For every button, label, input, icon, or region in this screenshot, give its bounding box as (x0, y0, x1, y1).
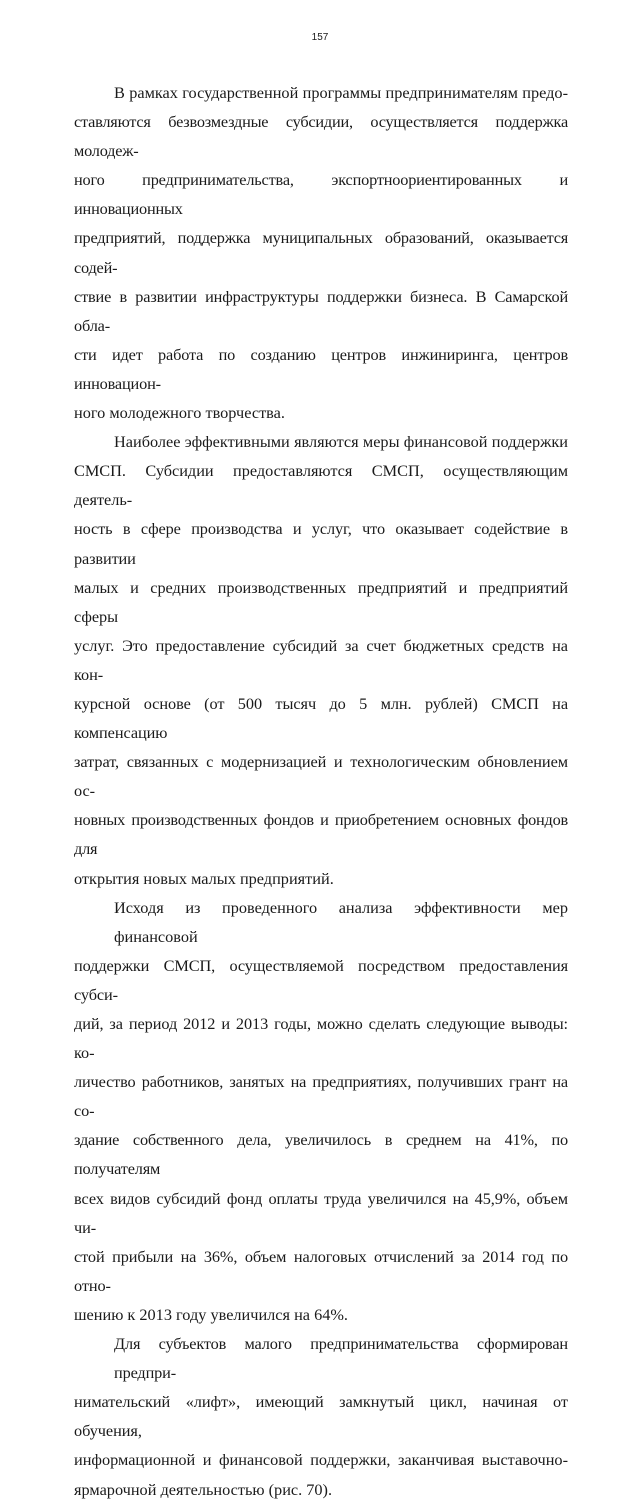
text-line: ствие в развитии инфраструктуры поддержки бизнеса. В Самарской обла- (74, 286, 568, 335)
paragraph-3 (74, 893, 568, 1329)
text-line: Исходя из проведенного анализа эффективности мер финансовой (114, 897, 568, 946)
paragraph-2 (74, 427, 568, 893)
text-line: информационной и финансовой поддержки, заканчивая выставочно- (74, 1450, 568, 1470)
text-line: стой прибыли на 36%, объем налоговых отчислений за 2014 год по отно- (74, 1246, 568, 1295)
text-line: СМСП. Субсидии предоставляются СМСП, осуществляющим деятель- (74, 461, 568, 510)
text-line: поддержки СМСП, осуществляемой посредством предоставления субси- (74, 955, 568, 1004)
text-line: новных производственных фондов и приобретением основных фондов для (74, 810, 568, 859)
text-line: предприятий, поддержка муниципальных образований, оказывается содей- (74, 228, 568, 277)
page-number: 157 (311, 32, 329, 43)
text-line: курсной основе (от 500 тысяч до 5 млн. рублей) СМСП на компенсацию (74, 693, 568, 743)
text-line: дий, за период 2012 и 2013 годы, можно сделать следующие выводы: ко- (74, 1014, 568, 1063)
text-line: всех видов субсидий фонд оплаты труда увеличился на 45,9%, объем чи- (74, 1188, 568, 1237)
text-line: нимательский «лифт», имеющий замкнутый цикл, начиная от обучения, (74, 1392, 568, 1441)
paragraph-1 (74, 78, 568, 427)
text-line: личество работников, занятых на предприятиях, получивших грант на со- (74, 1072, 568, 1121)
text-line: В рамках государственной программы предпринимателям предо- (114, 83, 568, 102)
text-line: ность в сфере производства и услуг, что оказывает содействие в развитии (74, 519, 568, 568)
text-line: малых и средних производственных предприятий и предприятий сферы (74, 577, 568, 626)
text-line: здание собственного дела, увеличилось в среднем на 41%, по получателям (74, 1130, 568, 1179)
text-line: ярмарочной деятельностью (рис. 70). (74, 1479, 333, 1499)
text-line: затрат, связанных с модернизацией и технологическим обновлением ос- (74, 752, 568, 801)
text-line: шению к 2013 году увеличился на 64%. (74, 1304, 349, 1324)
text-line: открытия новых малых предприятий. (74, 868, 334, 888)
text-line: ного предпринимательства, экспортноориентированных и инновационных (74, 170, 568, 219)
text-line: ного молодежного творчества. (74, 403, 285, 423)
text-line: Наиболее эффективными являются меры финансовой поддержки (114, 432, 568, 452)
text-line: сти идет работа по созданию центров инжиниринга, центров инновацион- (74, 344, 568, 393)
body-text (74, 78, 568, 1504)
paragraph-4 (74, 1329, 568, 1504)
text-line: ставляются безвозмездные субсидии, осуществляется поддержка молодеж- (74, 112, 568, 161)
text-line: услуг. Это предоставление субсидий за счет бюджетных средств на кон- (74, 635, 568, 684)
text-line: Для субъектов малого предпринимательства сформирован предпри- (114, 1334, 568, 1383)
